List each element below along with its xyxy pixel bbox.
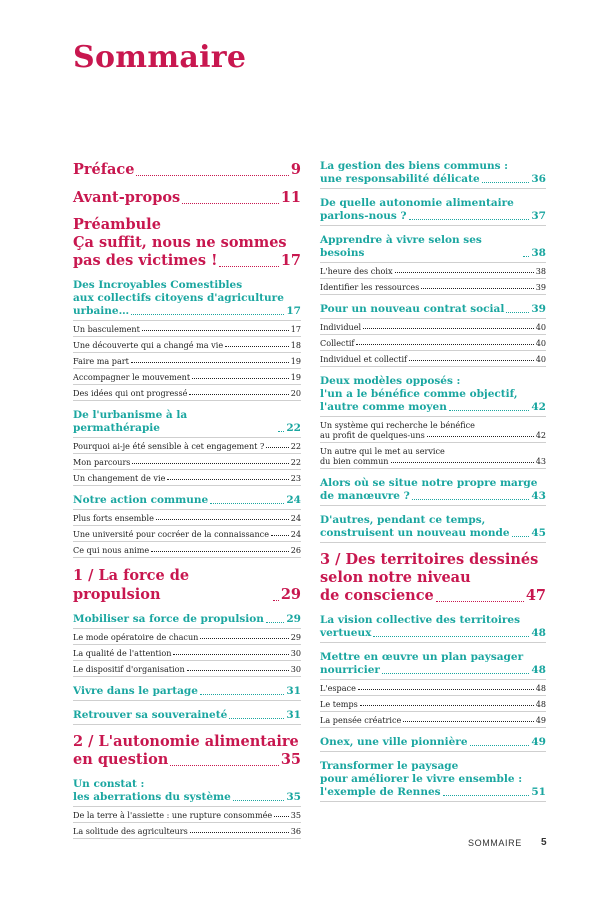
- toc-chapter: [73, 188, 301, 207]
- dot-leader: [278, 431, 284, 432]
- dot-leader: [449, 410, 530, 411]
- toc-subsection-entry[interactable]: [73, 470, 301, 486]
- dot-leader: [266, 447, 288, 448]
- toc-section-entry-title: l'un a le bénéfice comme objectif,: [320, 388, 518, 400]
- toc-section-entry-page: 37: [531, 210, 546, 222]
- toc-subsection-entry[interactable]: [73, 661, 301, 677]
- toc-section-entry-page: 42: [531, 401, 546, 413]
- dot-leader: [167, 479, 288, 480]
- toc-section: [73, 409, 301, 486]
- toc-subsection-entry-page: 26: [290, 545, 301, 555]
- toc-section-entry-title: Mobiliser sa force de propulsion: [73, 613, 264, 625]
- toc-section: [73, 494, 301, 558]
- toc-chapter-entry-page: 29: [280, 586, 301, 603]
- toc-section-entry-title: D'autres, pendant ce temps,: [320, 514, 486, 526]
- toc-section-entry-title: Transformer le paysage: [320, 760, 459, 772]
- toc-subsection-entry-title: Accompagner le mouvement: [73, 372, 191, 382]
- toc-chapter-entry[interactable]: [73, 733, 301, 769]
- toc-chapter: [73, 566, 301, 604]
- toc-subsection-entry-page: 38: [535, 266, 546, 276]
- toc-section-entry[interactable]: [320, 477, 546, 506]
- dot-leader: [273, 600, 279, 601]
- dot-leader: [512, 536, 530, 537]
- toc-section-entry-page: 38: [531, 247, 546, 259]
- toc-subsection-entry[interactable]: [320, 279, 546, 295]
- toc-subsection-entry-title: De la terre à l'assiette : une rupture consommée: [73, 810, 273, 820]
- toc-subsection-entry[interactable]: [320, 680, 546, 696]
- dot-leader: [200, 638, 288, 639]
- toc-section-entry-title: La gestion des biens communs :: [320, 160, 509, 172]
- toc-chapter-entry-title: de conscience: [320, 587, 434, 604]
- toc-section-entry-page: 24: [286, 494, 301, 506]
- toc-section-entry[interactable]: [320, 736, 546, 752]
- toc-subsection-entry-title: La qualité de l'attention: [73, 648, 172, 658]
- dot-leader: [192, 378, 289, 379]
- toc-section: [320, 477, 546, 506]
- dot-leader: [200, 694, 284, 695]
- toc-chapter-entry-page: 47: [525, 587, 546, 604]
- toc-section: [73, 279, 301, 401]
- dot-leader: [156, 519, 289, 520]
- dot-leader: [266, 622, 284, 623]
- dot-leader: [142, 330, 289, 331]
- toc-section: [320, 514, 546, 543]
- toc-subsection-entry-title: du bien commun: [320, 456, 389, 466]
- page-title: Sommaire: [73, 40, 247, 75]
- toc-subsection-entry-page: 43: [535, 456, 546, 466]
- dot-leader: [403, 721, 533, 722]
- toc-section-entry-page: 43: [531, 490, 546, 502]
- toc-section-entry-title: les aberrations du système: [73, 791, 231, 803]
- toc-section: [73, 685, 301, 701]
- toc-chapter-entry-title: Préface: [73, 161, 135, 178]
- toc-section: [320, 736, 546, 752]
- dot-leader: [506, 312, 529, 313]
- toc-chapter-entry-title: Ça suffit, nous ne sommes: [73, 234, 287, 251]
- toc-subsection-entry-title: Individuel et collectif: [320, 354, 408, 364]
- dot-leader: [443, 795, 530, 796]
- toc-section-entry-title: Retrouver sa souveraineté: [73, 709, 228, 721]
- toc-subsection-entry-page: 40: [535, 354, 546, 364]
- toc-section: [73, 709, 301, 725]
- toc-subsection-entry-title: au profit de quelques-uns: [320, 430, 425, 440]
- dot-leader: [373, 636, 529, 637]
- toc-subsection-entry-page: 49: [535, 715, 546, 725]
- toc-chapter-entry-title: Préambule: [73, 216, 161, 233]
- toc-section-entry-page: 31: [286, 709, 301, 721]
- running-footer-label: SOMMAIRE: [468, 838, 522, 848]
- toc-subsection-entry-page: 35: [290, 810, 301, 820]
- dot-leader: [131, 314, 284, 315]
- toc-section-entry-title: Deux modèles opposés :: [320, 375, 461, 387]
- toc-section: [73, 613, 301, 677]
- dot-leader: [151, 551, 288, 552]
- toc-subsection-entry[interactable]: [73, 645, 301, 661]
- toc-subsection-entry-title: Identifier les ressources: [320, 282, 420, 292]
- toc-subsection-entry[interactable]: [73, 823, 301, 839]
- toc-section-entry-title: l'autre comme moyen: [320, 401, 447, 413]
- toc-subsection-entry-title: Individuel: [320, 322, 362, 332]
- toc-section: [73, 778, 301, 839]
- toc-subsection-entry-title: Le mode opératoire de chacun: [73, 632, 199, 642]
- dot-leader: [412, 499, 530, 500]
- dot-leader: [470, 745, 530, 746]
- toc-section-entry-page: 31: [286, 685, 301, 697]
- toc-subsection-entry-title: Pourquoi ai-je été sensible à cet engagement ?: [73, 441, 265, 451]
- toc-section-entry-page: 36: [531, 173, 546, 185]
- toc-left-column: [73, 160, 301, 847]
- toc-section-entry-title: Un constat :: [73, 778, 145, 790]
- toc-subsection-entry-page: 22: [290, 457, 301, 467]
- dot-leader: [358, 689, 534, 690]
- toc-section-entry-page: 48: [531, 627, 546, 639]
- toc-subsection-entry-page: 19: [290, 372, 301, 382]
- toc-subsection-entry[interactable]: [73, 454, 301, 470]
- toc-section-entry-title: nourricier: [320, 664, 380, 676]
- dot-leader: [170, 765, 279, 766]
- dot-leader: [523, 256, 529, 257]
- page-number: 5: [541, 837, 547, 848]
- toc-subsection-entry-title: La solitude des agriculteurs: [73, 826, 188, 836]
- toc-subsection-entry-page: 30: [290, 648, 301, 658]
- toc-chapter-entry-page: 9: [290, 161, 301, 178]
- dot-leader: [436, 601, 524, 602]
- toc-chapter-entry-title: pas des victimes !: [73, 252, 218, 269]
- dot-leader: [182, 203, 279, 204]
- dot-leader: [382, 673, 529, 674]
- toc-subsection-entry-title: Ce qui nous anime: [73, 545, 150, 555]
- toc-subsection-entry-page: 36: [290, 826, 301, 836]
- toc-subsection-entry-title: Un système qui recherche le bénéfice: [320, 420, 475, 430]
- toc-section: [320, 160, 546, 189]
- toc-subsection-entry-title: Des idées qui ont progressé: [73, 388, 188, 398]
- toc-subsection-entry[interactable]: [320, 712, 546, 728]
- toc-section-entry-title: urbaine…: [73, 305, 130, 317]
- toc-section-entry-title: une responsabilité délicate: [320, 173, 480, 185]
- toc-section-entry-title: La vision collective des territoires: [320, 614, 520, 626]
- dot-leader: [233, 800, 285, 801]
- toc-section-entry[interactable]: [73, 409, 301, 438]
- toc-chapter-entry-page: 17: [280, 252, 301, 269]
- toc-section-entry[interactable]: [320, 760, 546, 802]
- toc-chapter-entry-title: en question: [73, 751, 169, 768]
- toc-chapter: [73, 216, 301, 270]
- toc-section-entry[interactable]: [320, 375, 546, 417]
- toc-section-entry-title: construisent un nouveau monde: [320, 527, 510, 539]
- toc-subsection-entry-page: 20: [290, 388, 301, 398]
- toc-subsection-entry[interactable]: [320, 263, 546, 279]
- dot-leader: [136, 175, 288, 176]
- toc-section-entry-page: 45: [531, 527, 546, 539]
- toc-section: [320, 651, 546, 728]
- dot-leader: [131, 362, 289, 363]
- toc-subsection-entry[interactable]: [320, 351, 546, 367]
- toc-subsection-entry-page: 24: [290, 513, 301, 523]
- dot-leader: [210, 503, 284, 504]
- toc-section-entry-title: Apprendre à vivre selon ses besoins: [320, 234, 482, 259]
- toc-section-entry-title: Alors où se situe notre propre marge: [320, 477, 538, 489]
- toc-chapter-entry[interactable]: [73, 566, 301, 604]
- toc-section-entry[interactable]: [320, 160, 546, 189]
- dot-leader: [360, 705, 534, 706]
- toc-subsection-entry[interactable]: [73, 353, 301, 369]
- toc-subsection-entry-page: 19: [290, 356, 301, 366]
- toc-subsection-entry-title: Le temps: [320, 699, 358, 709]
- toc-section-entry[interactable]: [73, 709, 301, 725]
- toc-section-entry[interactable]: [320, 651, 546, 680]
- toc-subsection-entry[interactable]: [73, 542, 301, 558]
- toc-subsection-entry-page: 18: [290, 340, 301, 350]
- toc-subsection-entry[interactable]: [73, 369, 301, 385]
- toc-section-entry-page: 22: [286, 422, 301, 434]
- toc-subsection-entry-page: 48: [535, 683, 546, 693]
- toc-section-entry[interactable]: [320, 234, 546, 263]
- dot-leader: [409, 360, 534, 361]
- toc-subsection-entry-page: 24: [290, 529, 301, 539]
- dot-leader: [409, 219, 530, 220]
- toc-subsection-entry[interactable]: [73, 321, 301, 337]
- toc-section: [320, 303, 546, 367]
- toc-subsection-entry-page: 30: [290, 664, 301, 674]
- toc-subsection-entry[interactable]: [320, 443, 546, 469]
- toc-section-entry-title: vertueux: [320, 627, 372, 639]
- toc-section: [320, 197, 546, 226]
- toc-subsection-entry[interactable]: [73, 629, 301, 645]
- dot-leader: [229, 718, 284, 719]
- toc-chapter: [73, 160, 301, 179]
- toc-subsection-entry[interactable]: [73, 526, 301, 542]
- dot-leader: [271, 535, 289, 536]
- toc-section-entry-page: 29: [286, 613, 301, 625]
- toc-subsection-entry[interactable]: [320, 319, 546, 335]
- toc-chapter-entry-title: 2 / L'autonomie alimentaire: [73, 733, 299, 750]
- toc-section-entry-title: Mettre en œuvre un plan paysager: [320, 651, 524, 663]
- dot-leader: [427, 436, 534, 437]
- dot-leader: [482, 182, 530, 183]
- toc-section-entry-page: 49: [531, 736, 546, 748]
- toc-subsection-entry[interactable]: [320, 696, 546, 712]
- toc-subsection-entry-title: Une découverte qui a changé ma vie: [73, 340, 224, 350]
- dot-leader: [274, 816, 288, 817]
- dot-leader: [190, 832, 289, 833]
- toc-subsection-entry[interactable]: [73, 337, 301, 353]
- toc-section-entry-title: Notre action commune: [73, 494, 209, 506]
- toc-section-entry[interactable]: [320, 197, 546, 226]
- toc-section-entry-title: De quelle autonomie alimentaire: [320, 197, 514, 209]
- dot-leader: [225, 346, 289, 347]
- toc-section-entry-page: 39: [531, 303, 546, 315]
- toc-section-entry-title: de manœuvre ?: [320, 490, 410, 502]
- toc-subsection-entry-page: 39: [535, 282, 546, 292]
- dot-leader: [356, 344, 533, 345]
- toc-subsection-entry-page: 42: [535, 430, 546, 440]
- toc-chapter-entry-page: 11: [280, 189, 301, 206]
- toc-section: [320, 234, 546, 295]
- toc-section-entry[interactable]: [320, 303, 546, 319]
- toc-chapter-entry[interactable]: [73, 160, 301, 179]
- dot-leader: [219, 266, 278, 267]
- toc-section-entry-title: parlons-nous ?: [320, 210, 407, 222]
- toc-section-entry-page: 17: [286, 305, 301, 317]
- toc-section-entry-title: Vivre dans le partage: [73, 685, 198, 697]
- toc-subsection-entry-title: Faire ma part: [73, 356, 129, 366]
- toc-subsection-entry-page: 17: [290, 324, 301, 334]
- toc-subsection-entry-title: L'espace: [320, 683, 356, 693]
- dot-leader: [391, 462, 534, 463]
- toc-chapter-entry[interactable]: [73, 216, 301, 270]
- dot-leader: [421, 288, 533, 289]
- dot-leader: [173, 654, 288, 655]
- toc-section-entry[interactable]: [73, 613, 301, 629]
- toc-section-entry[interactable]: [73, 778, 301, 807]
- toc-subsection-entry[interactable]: [320, 335, 546, 351]
- toc-right-column: [320, 160, 546, 810]
- toc-chapter-entry-title: Avant-propos: [73, 189, 181, 206]
- toc-section: [320, 375, 546, 469]
- toc-subsection-entry-page: 48: [535, 699, 546, 709]
- toc-section-entry[interactable]: [320, 614, 546, 643]
- toc-section-entry-page: 48: [531, 664, 546, 676]
- toc-subsection-entry-title: Le dispositif d'organisation: [73, 664, 185, 674]
- toc-subsection-entry-title: L'heure des choix: [320, 266, 393, 276]
- toc-subsection-entry-title: La pensée créatrice: [320, 715, 402, 725]
- toc-subsection-entry-page: 40: [535, 322, 546, 332]
- dot-leader: [187, 670, 289, 671]
- toc-subsection-entry[interactable]: [73, 510, 301, 526]
- dot-leader: [132, 463, 288, 464]
- toc-chapter-entry-title: 1 / La force de propulsion: [73, 567, 190, 603]
- dot-leader: [363, 328, 534, 329]
- toc-subsection-entry-title: Un autre qui le met au service: [320, 446, 445, 456]
- toc-section-entry[interactable]: [73, 279, 301, 321]
- toc-subsection-entry-title: Un basculement: [73, 324, 140, 334]
- toc-section-entry-page: 35: [286, 791, 301, 803]
- toc-section-entry-title: aux collectifs citoyens d'agriculture: [73, 292, 284, 304]
- toc-chapter: [320, 551, 546, 605]
- toc-section-entry-title: Onex, une ville pionnière: [320, 736, 468, 748]
- toc-chapter-entry-title: 3 / Des territoires dessinés: [320, 551, 539, 568]
- toc-subsection-entry[interactable]: [73, 807, 301, 823]
- toc-chapter-entry-title: selon notre niveau: [320, 569, 471, 586]
- toc-section: [320, 760, 546, 802]
- toc-subsection-entry-title: Plus forts ensemble: [73, 513, 154, 523]
- toc-subsection-entry-page: 40: [535, 338, 546, 348]
- toc-section-entry-page: 51: [531, 786, 546, 798]
- toc-section-entry-title: Pour un nouveau contrat social: [320, 303, 505, 315]
- toc-chapter: [73, 733, 301, 769]
- toc-section: [320, 614, 546, 643]
- toc-subsection-entry-title: Un changement de vie: [73, 473, 166, 483]
- toc-section-entry[interactable]: [73, 685, 301, 701]
- toc-subsection-entry-page: 23: [290, 473, 301, 483]
- toc-chapter-entry-page: 35: [280, 751, 301, 768]
- toc-subsection-entry[interactable]: [73, 438, 301, 454]
- dot-leader: [189, 394, 288, 395]
- toc-subsection-entry[interactable]: [73, 385, 301, 401]
- toc-section-entry-title: l'exemple de Rennes: [320, 786, 441, 798]
- toc-section-entry-title: De l'urbanisme à la permathérapie: [73, 409, 188, 434]
- toc-chapter-entry[interactable]: [73, 188, 301, 207]
- toc-subsection-entry-page: 22: [290, 441, 301, 451]
- toc-section-entry-title: pour améliorer le vivre ensemble :: [320, 773, 523, 785]
- toc-section-entry[interactable]: [320, 514, 546, 543]
- toc-subsection-entry-title: Collectif: [320, 338, 355, 348]
- toc-subsection-entry-title: Une université pour cocréer de la connaissance: [73, 529, 269, 539]
- toc-subsection-entry-page: 29: [290, 632, 301, 642]
- toc-section-entry[interactable]: [73, 494, 301, 510]
- toc-subsection-entry-title: Mon parcours: [73, 457, 131, 467]
- toc-section-entry-title: Des Incroyables Comestibles: [73, 279, 243, 291]
- dot-leader: [395, 272, 534, 273]
- toc-chapter-entry[interactable]: [320, 551, 546, 605]
- toc-subsection-entry[interactable]: [320, 417, 546, 443]
